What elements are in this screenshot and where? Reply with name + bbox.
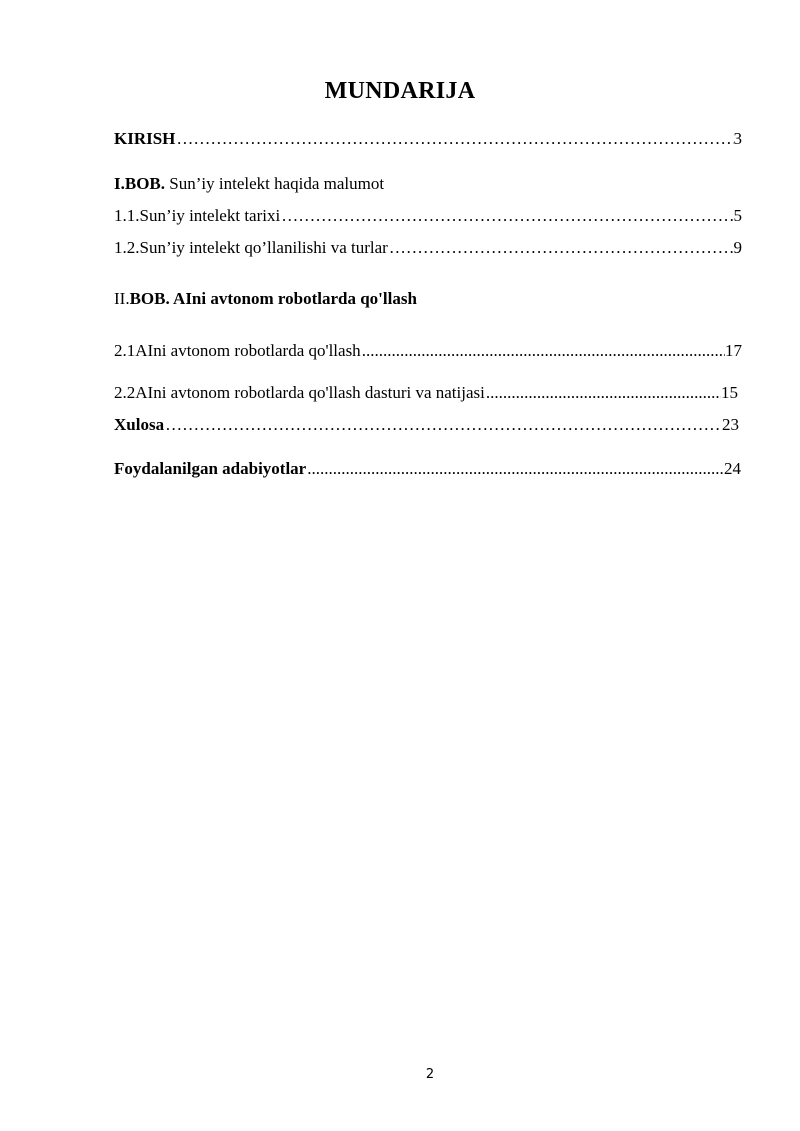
toc-section-number: 1.1. [114, 206, 140, 225]
page-number: 2 [425, 1067, 435, 1082]
toc-label: Foydalanilgan adabiyotlar [114, 459, 307, 478]
toc-entry-adabiyotlar[interactable] [114, 459, 741, 479]
dot-leader [175, 129, 733, 149]
chapter-title: BOB. AIni avtonom robotlarda qo'llash [129, 289, 417, 308]
toc-label: Sun’iy intelekt tarixi [139, 206, 281, 225]
dot-leader [388, 238, 734, 258]
toc-entry-2-2[interactable] [114, 383, 738, 403]
toc-page-number: 5 [733, 206, 742, 225]
toc-label: AIni avtonom robotlarda qo'llash [135, 341, 361, 360]
toc-page-number: 3 [733, 129, 742, 148]
toc-page-number: 15 [721, 383, 738, 402]
dot-leader [485, 383, 721, 403]
toc-entry-1-1[interactable] [114, 206, 742, 226]
toc-page-number: 23 [722, 415, 739, 434]
dot-leader [306, 459, 724, 479]
dot-leader [280, 206, 733, 226]
toc-section-number: 2.1 [114, 341, 136, 360]
dot-leader [164, 415, 722, 435]
dot-leader [361, 341, 725, 361]
toc-page-number: 9 [733, 238, 742, 257]
toc-chapter-1 [114, 174, 742, 194]
toc-entry-1-2[interactable] [114, 238, 742, 258]
page-title: MUNDARIJA [324, 78, 476, 104]
toc-label: KIRISH [114, 129, 176, 148]
chapter-prefix: II. [114, 289, 130, 308]
toc-entry-xulosa[interactable] [114, 415, 739, 435]
toc-entry-kirish[interactable] [114, 129, 742, 149]
toc-label: Xulosa [114, 415, 165, 434]
toc-page-number: 24 [724, 459, 741, 478]
toc-section-number: 2.2 [114, 383, 136, 402]
toc-label: AIni avtonom robotlarda qo'llash dasturi va natijasi [135, 383, 485, 402]
chapter-title: Sun’iy intelekt haqida malumot [165, 174, 385, 193]
toc-page-number: 17 [725, 341, 742, 360]
chapter-prefix: I.BOB. [114, 174, 166, 193]
toc-section-number: 1.2. [114, 238, 140, 257]
toc-chapter-2 [114, 289, 742, 309]
toc-label: Sun’iy intelekt qo’llanilishi va turlar [139, 238, 388, 257]
toc-entry-2-1[interactable] [114, 341, 742, 361]
